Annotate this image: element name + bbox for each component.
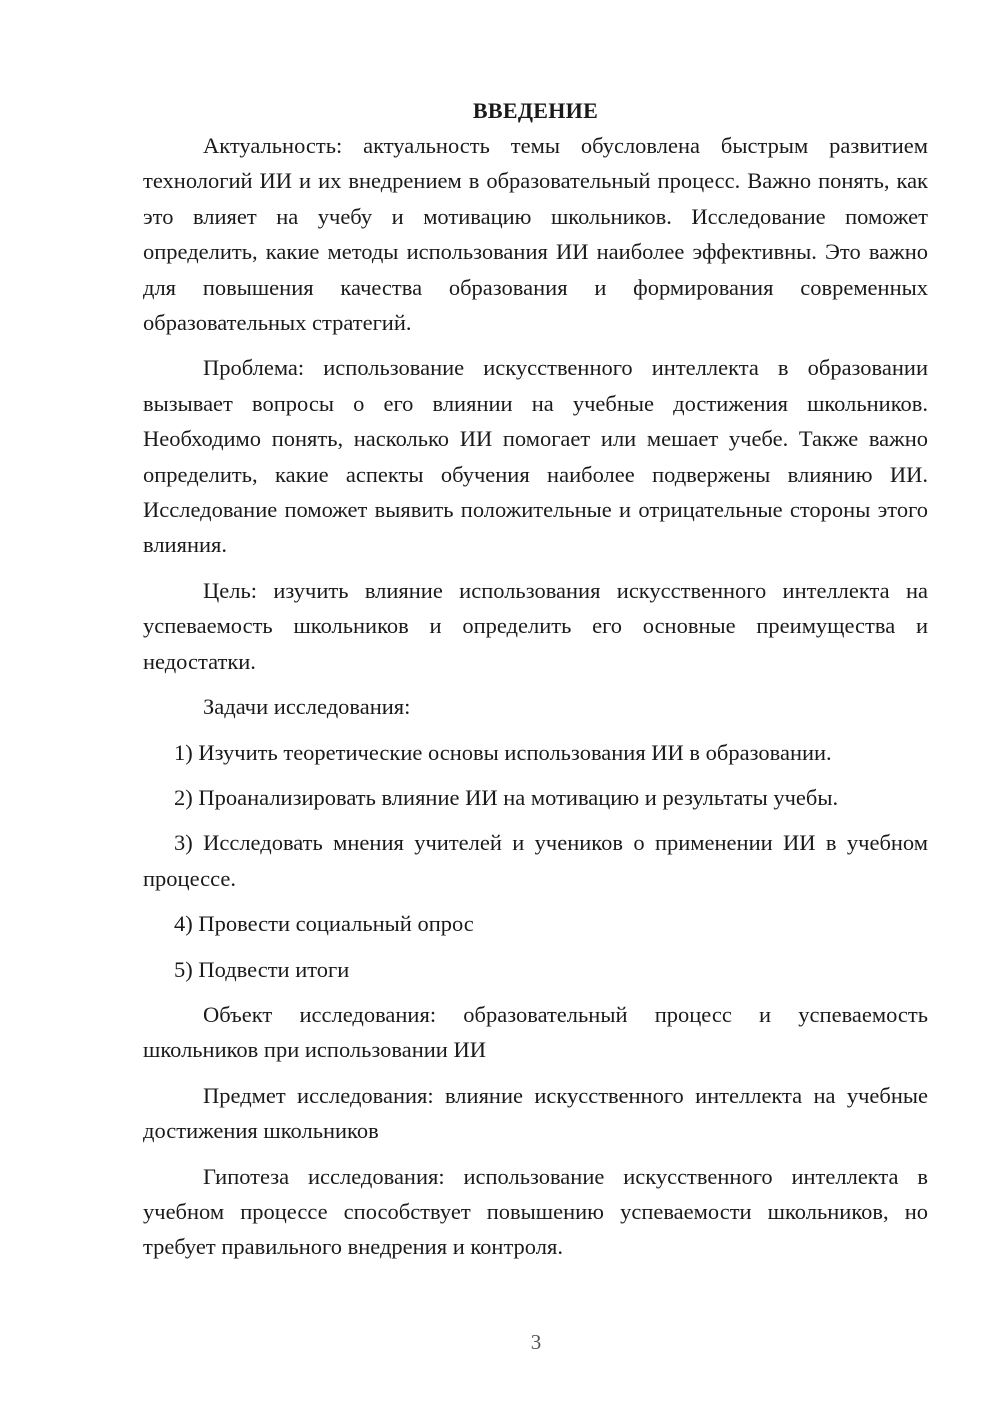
paragraph-goal: Цель: изучить влияние использования искусственного интеллекта на успеваемость школьников и определить его основные преимущества и недостатки. [143, 577, 928, 674]
list-item: 3) Исследовать мнения учителей и учеников о применении ИИ в учебном процессе. [143, 830, 928, 891]
list-item: 5) Подвести итоги [174, 956, 350, 982]
paragraph-problem: Проблема: использование искусственного интеллекта в образовании вызывает вопросы о его влиянии на учебные достижения школьников. Необходимо понять, насколько ИИ помогает или мешает учебе. Также важно определить, какие аспекты обучения наиболее подвержены влиянию ИИ. Исследование поможет выявить положительные и отрицательные стороны этого влияния. [143, 355, 928, 558]
paragraph-subject: Предмет исследования: влияние искусственного интеллекта на учебные достижения школьников [143, 1082, 928, 1144]
task-list [143, 735, 928, 987]
page-content [143, 93, 928, 1265]
paragraph-tasks-intro: Задачи исследования: [203, 694, 411, 720]
paragraph-hypothesis: Гипотеза исследования: использование искусственного интеллекта в учебном процессе способствует повышению успеваемости школьников, но требует правильного внедрения и контроля. [143, 1163, 928, 1260]
paragraph-relevance: Актуальность: актуальность темы обусловлена быстрым развитием технологий ИИ и их внедрением в образовательный процесс. Важно понять, как это влияет на учебу и мотивацию школьников. Исследование поможет определить, какие методы использования ИИ наиболее эффективны. Это важно для повышения качества образования и формирования современных образовательных стратегий. [143, 133, 928, 336]
list-item: 1) Изучить теоретические основы использования ИИ в образовании. [174, 739, 832, 765]
list-item: 4) Провести социальный опрос [174, 911, 474, 937]
page-title: ВВЕДЕНИЕ [472, 98, 599, 123]
list-item: 2) Проанализировать влияние ИИ на мотивацию и результаты учебы. [174, 784, 839, 810]
page-number: 3 [530, 1330, 542, 1354]
paragraph-object: Объект исследования: образовательный процесс и успеваемость школьников при использовании ИИ [143, 1001, 928, 1063]
